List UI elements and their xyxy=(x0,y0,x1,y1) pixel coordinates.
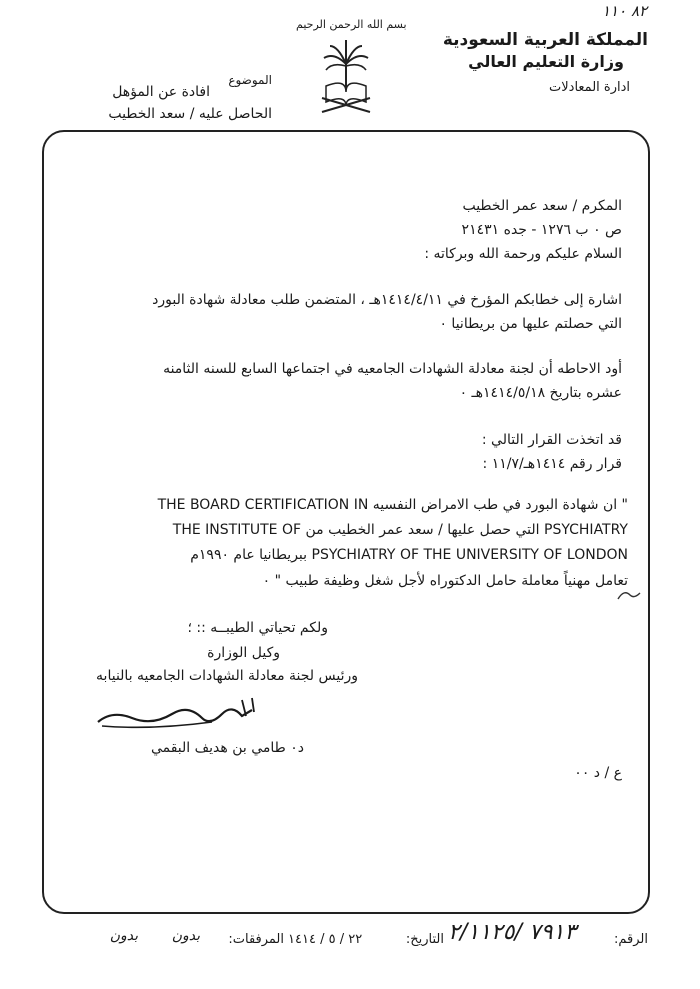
addressee: المكرم / سعد عمر الخطيب xyxy=(462,198,622,214)
quote-line-1-english: THE BOARD CERTIFICATION IN xyxy=(157,497,369,513)
emblem-palm-swords-icon xyxy=(316,36,376,118)
quote-line-3 xyxy=(68,547,628,563)
decision-number: قرار رقم ١٤١٤هـ/١١/٧ : xyxy=(482,456,622,472)
po-box: ص ٠ ب ١٢٧٦ - جده ٢١٤٣١ xyxy=(461,222,622,238)
signer-name: د٠ طامي بن هديف البقمي xyxy=(150,740,304,756)
quote-line-2-arabic: التي حصل عليها / سعد عمر الخطيب من xyxy=(305,522,540,538)
quote-line-2-english-a: PSYCHIATRY xyxy=(544,522,628,538)
quote-line-1 xyxy=(68,497,628,513)
handwritten-mark xyxy=(614,585,644,607)
paragraph-2-line-1: أود الاحاطه أن لجنة معادلة الشهادات الجامعيه في اجتماعها السابع للسنه الثامنه xyxy=(163,361,622,377)
quote-line-4: تعامل مهنياً معاملة حامل الدكتوراه لأجل شغل وظيفة طبيب " ٠ xyxy=(262,573,628,589)
footer-number-value: ٧٩١٣ /٢/١١٢٥ xyxy=(448,920,577,945)
subject-line-2: الحاصل عليه / سعد الخطيب xyxy=(108,106,272,122)
paragraph-1-line-2: التي حصلتم عليها من بريطانيا ٠ xyxy=(439,316,622,332)
signer-title-1: وكيل الوزارة xyxy=(207,645,280,661)
org-ministry: وزارة التعليم العالي xyxy=(468,52,624,71)
greeting: السلام عليكم ورحمة الله وبركاته : xyxy=(424,246,622,262)
handwritten-signature xyxy=(92,692,272,734)
quote-line-3-english: PSYCHIATRY OF THE UNIVERSITY OF LONDON xyxy=(311,547,628,563)
quote-line-3-arabic: ببريطانيا عام ١٩٩٠م xyxy=(190,547,308,563)
footer-attachments-label: المرفقات: xyxy=(228,932,284,947)
quote-line-2 xyxy=(68,522,628,538)
signer-title-2: ورئيس لجنة معادلة الشهادات الجامعيه بالنيابه xyxy=(96,668,358,684)
org-country: المملكة العربية السعودية xyxy=(442,30,648,50)
footer-date-label: التاريخ: xyxy=(405,932,444,947)
reference-initials: ع / د ٠٠ xyxy=(574,765,622,781)
footer-attachments-value: بدون xyxy=(171,928,200,944)
corner-handwritten-mark: ٨٢ ١١٠ xyxy=(602,2,648,20)
org-department: ادارة المعادلات xyxy=(549,80,630,95)
footer-attachments-value-2: بدون xyxy=(109,928,138,944)
footer-date-value: ٢٢ / ٥ / ١٤١٤ xyxy=(288,932,363,947)
subject-line-1: افادة عن المؤهل xyxy=(112,84,210,100)
decision-intro: قد اتخذت القرار التالي : xyxy=(481,432,622,448)
footer-number-label: الرقم: xyxy=(614,932,648,947)
closing: ولكم تحياتي الطيبــه :: ؛ xyxy=(187,620,328,636)
quote-line-1-arabic: " ان شهادة البورد في طب الامراض النفسيه xyxy=(372,497,628,513)
paragraph-2-line-2: عشره بتاريخ ١٤١٤/٥/١٨هـ ٠ xyxy=(459,385,622,401)
quote-line-2-english-b: THE INSTITUTE OF xyxy=(172,522,302,538)
paragraph-1-line-1: اشارة إلى خطابكم المؤرخ في ١٤١٤/٤/١١هـ ، المتضمن طلب معادلة شهادة البورد xyxy=(152,292,622,308)
subject-label: الموضوع xyxy=(228,73,272,87)
basmala: بسم الله الرحمن الرحيم xyxy=(296,18,407,31)
